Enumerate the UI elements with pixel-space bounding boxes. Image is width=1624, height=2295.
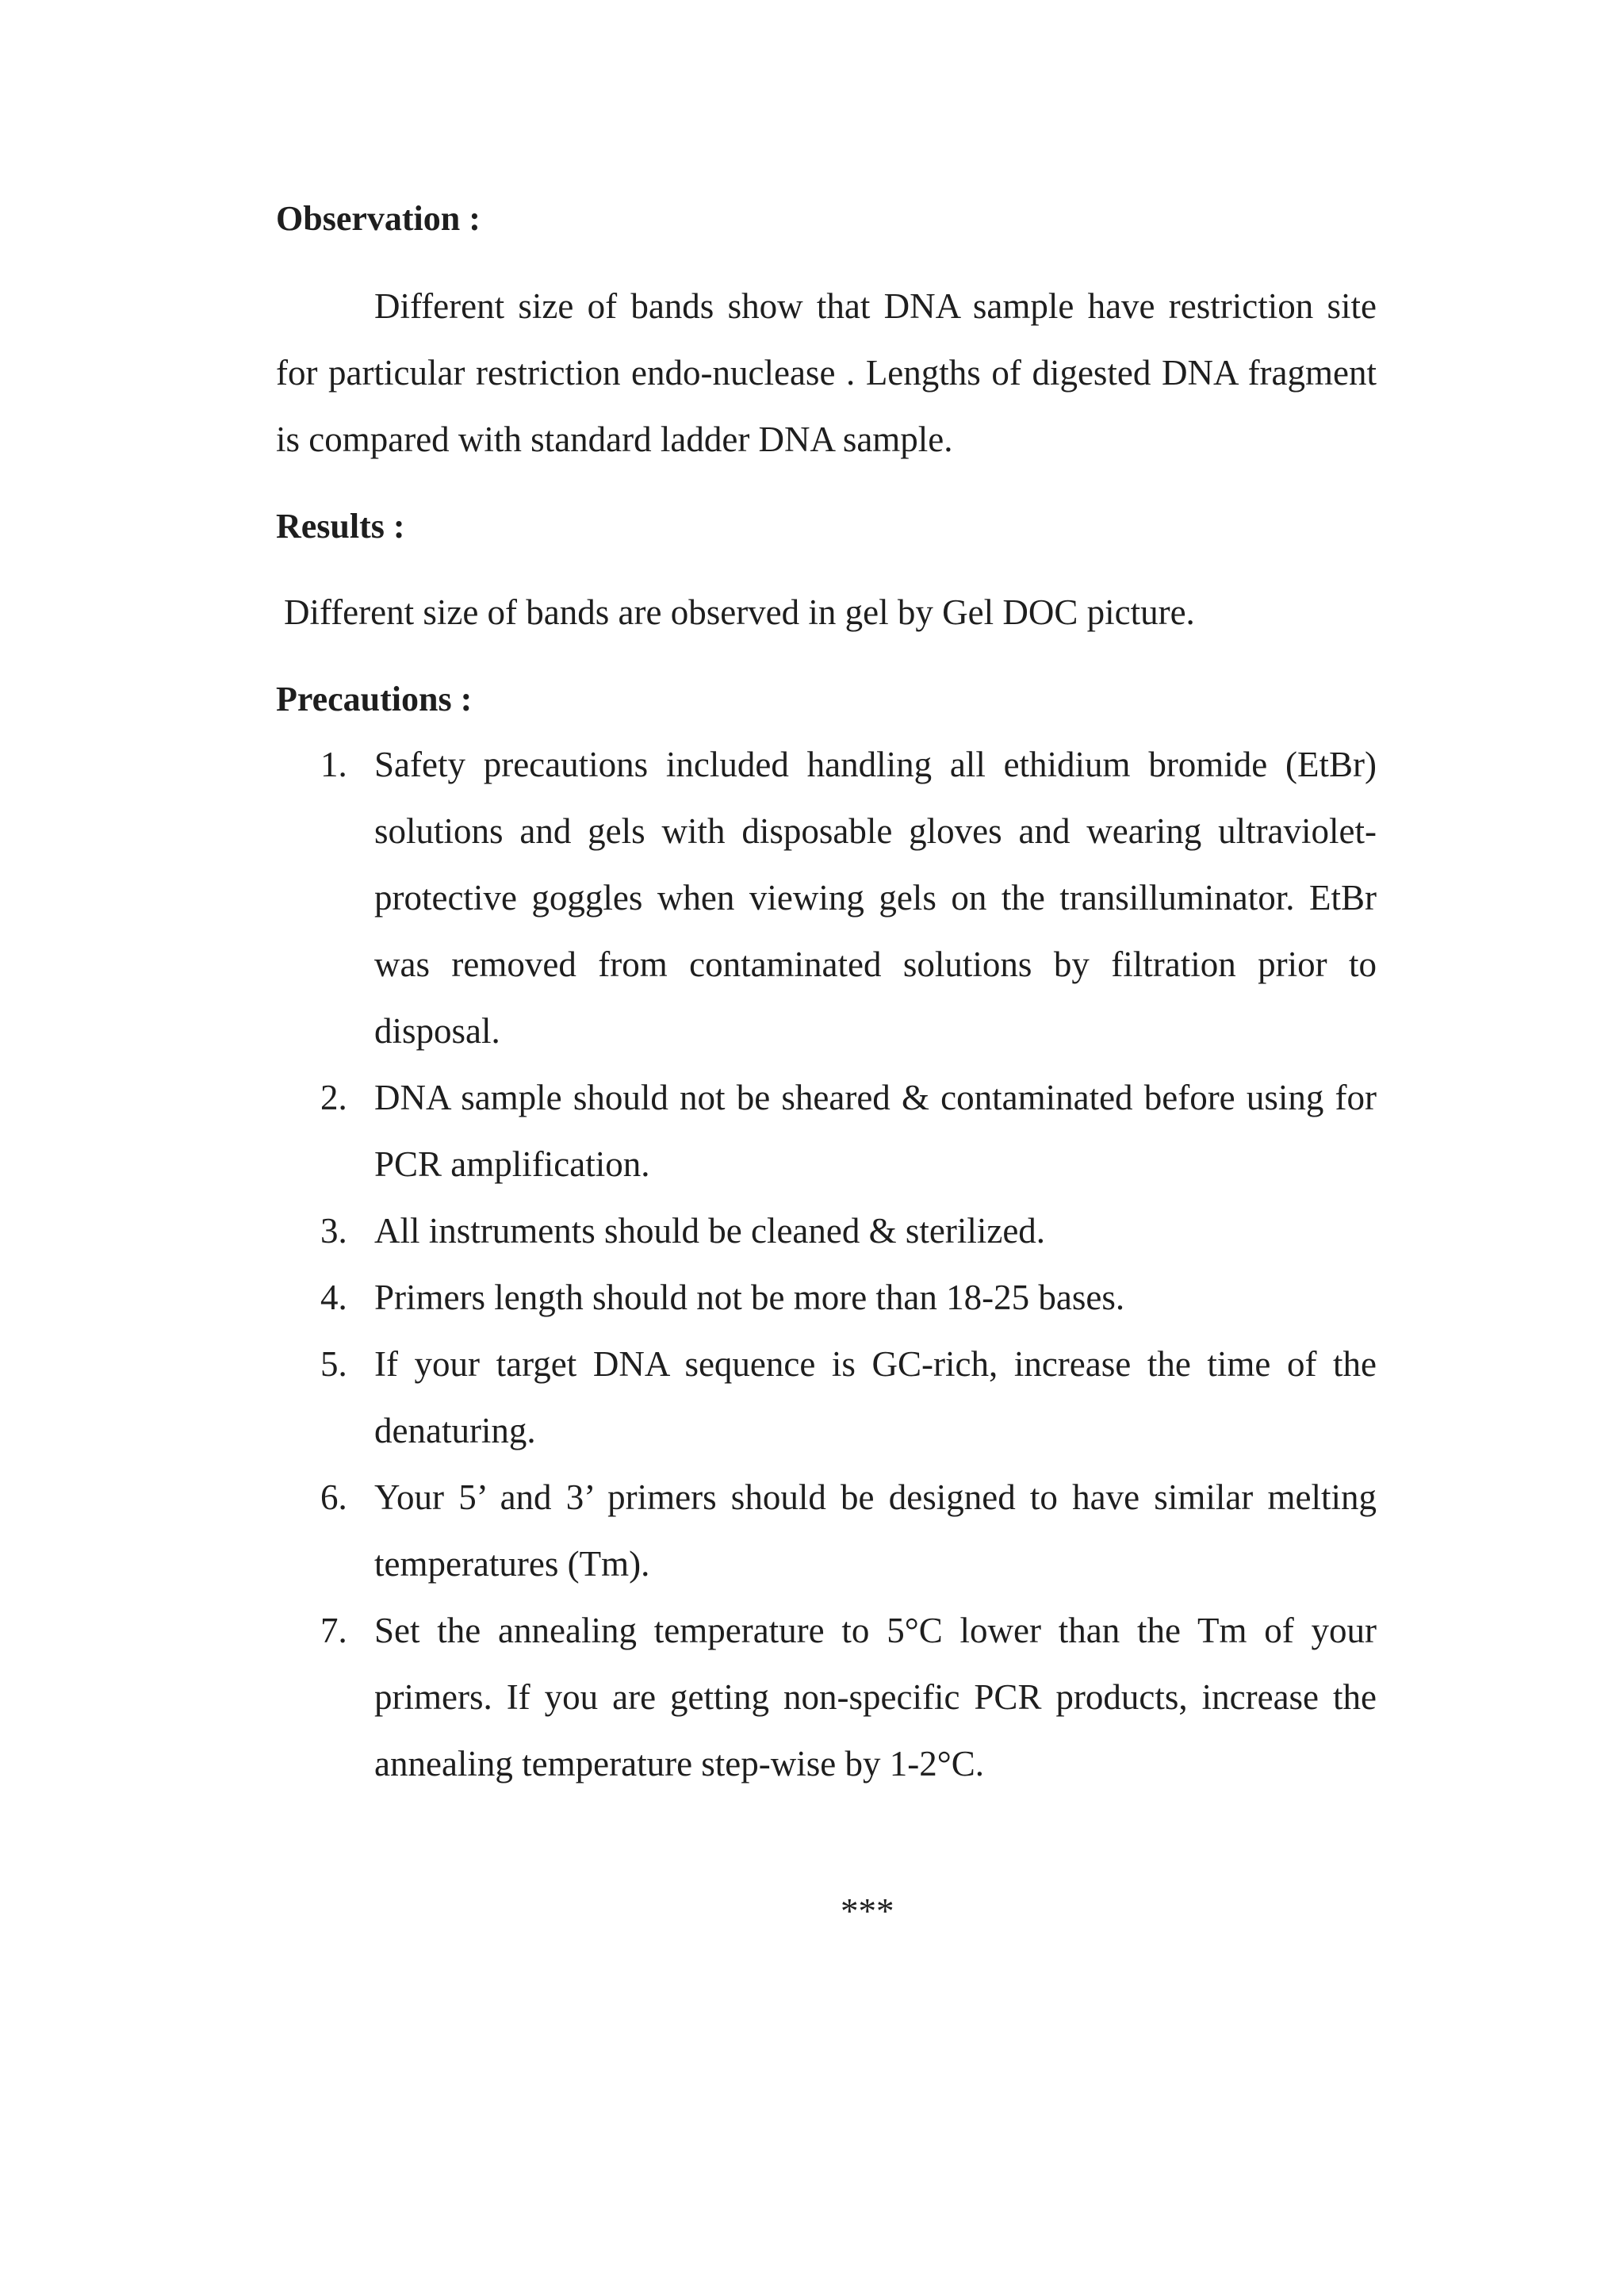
list-item-number: 2. (320, 1078, 347, 1117)
list-item-number: 3. (320, 1211, 347, 1251)
list-item-text: If your target DNA sequence is GC-rich, increase the time of the denaturing. (374, 1344, 1377, 1450)
list-item-number: 5. (320, 1344, 347, 1384)
precautions-list (320, 731, 1377, 1797)
list-item-text: Set the annealing temperature to 5°C lower than the Tm of your primers. If you are getting non-specific PCR products, increase the annealing temperature step-wise by 1-2°C. (374, 1611, 1377, 1784)
list-item-text: All instruments should be cleaned & sterilized. (374, 1211, 1046, 1251)
results-heading: Results : (276, 507, 405, 546)
results-text: Different size of bands are observed in gel by Gel DOC picture. (284, 592, 1195, 632)
list-item (320, 1331, 1377, 1464)
list-item-number: 4. (320, 1278, 347, 1317)
list-item (320, 1597, 1377, 1797)
list-item (320, 1264, 1377, 1331)
list-item (320, 1464, 1377, 1597)
list-item-text: Safety precautions included handling all ethidium bromide (EtBr) solutions and gels with disposable gloves and wearing ultraviolet-protective goggles when viewing gels on the transilluminator. EtBr was removed from contaminated solutions by filtration prior to disposal. (374, 745, 1377, 1051)
list-item (320, 731, 1377, 1064)
observation-heading: Observation : (276, 199, 481, 238)
list-item-text: DNA sample should not be sheared & contaminated before using for PCR amplification. (374, 1078, 1377, 1184)
list-item-number: 7. (320, 1611, 347, 1650)
precautions-heading: Precautions : (276, 680, 473, 718)
observation-text: Different size of bands show that DNA sample have restriction site for particular restriction endo-nuclease . Lengths of digested DNA fragment is compared with standard ladder DNA sample. (276, 286, 1377, 459)
list-item-text: Primers length should not be more than 18-25 bases. (374, 1278, 1125, 1317)
list-item (320, 1197, 1377, 1264)
list-item (320, 1064, 1377, 1197)
list-item-number: 1. (320, 745, 347, 784)
end-mark: *** (841, 1891, 894, 1931)
list-item-text: Your 5’ and 3’ primers should be designed to have similar melting temperatures (Tm). (374, 1477, 1377, 1584)
list-item-number: 6. (320, 1477, 347, 1517)
